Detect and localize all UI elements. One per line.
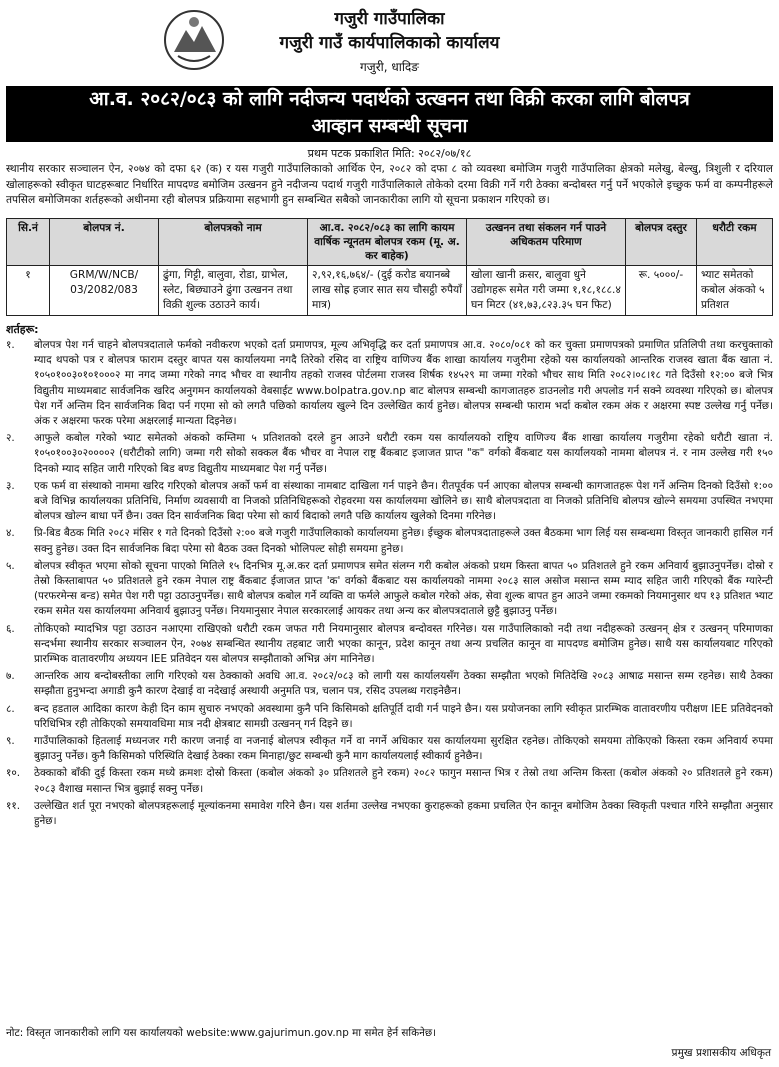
table-cell: भ्याट समेतको कबोल अंकको ५ प्रतिशत xyxy=(697,266,773,316)
table-header: सि.नं xyxy=(7,219,50,266)
condition-number: १०. xyxy=(6,767,21,780)
table-row xyxy=(7,266,773,316)
list-item xyxy=(6,702,773,732)
table-header: बोलपत्र नं. xyxy=(50,219,159,266)
condition-number: ३. xyxy=(6,479,15,492)
condition-number: ७. xyxy=(6,670,15,683)
condition-text: गाउँपालिकाको हितलाई मध्यनजर गरी कारण जनाई वा नजनाई बोलपत्र स्वीकृत गर्ने वा नगर्ने अधिकार यस कार्यालयमा सुरक्षित रहनेछ। तोकिएको समयमा तोकिएको किस्ता रकम अनिवार्य रुपमा बुझाउनु पर्नेछ। कुनै किसिमको परिस्थिति देखाई ठेक्का रकम मिनाहा/छुट सम्बन्धी कुनै माग कार्यालयलाई स्वीकार्य हुनेछैन। xyxy=(34,735,773,763)
table-header: बोलपत्र दस्तुर xyxy=(626,219,697,266)
first-published-date: प्रथम पटक प्रकाशित मिति: २०८२/०७/१८ xyxy=(307,147,472,160)
office-subtitle: गजुरी गाउँ कार्यपालिकाको कार्यालय xyxy=(279,33,500,53)
condition-text: बन्द हडताल आदिका कारण केही दिन काम सुचारु नभएको अवस्थामा कुनै पनि किसिमको क्षतिपूर्ति दावी गर्न पाइने छैन। यस प्रयोजनका लागि स्वीकृत प्रारम्भिक वातावरणीय परीक्षण IEE प्रतिवेदनको परिधिभित्र रही तोकिएको समयावधिमा मात्र नदी क्षेत्रबाट सामग्री उत्खनन् गर्न दिइने छ। xyxy=(34,702,773,730)
signature-title: प्रमुख प्रशासकीय अधिकृत xyxy=(671,1047,771,1059)
condition-number: ८. xyxy=(6,702,15,715)
table-header: उत्खनन तथा संकलन गर्न पाउने अधिकतम परिमाण xyxy=(467,219,626,266)
intro-paragraph: स्थानीय सरकार सञ्चालन ऐन, २०७४ को दफा ६२ (क) र यस गजुरी गाउँपालिकाको आर्थिक ऐन, २०८२ को दफा ८ को व्यवस्था बमोजिम गजुरी गाउँपालिका क्षेत्रको मलेखु, बेल्खु, त्रिशुली र दरियाल खोलाहरूको स्वीकृत घाटहरूबाट निर्धारित मापदण्ड बमोजिम उत्खनन हुने नदीजन्य पदार्थ गजुरी गाउँपालिकाले तोकेको दरमा विक्री गर्ने गरी ठेक्का बन्दोबस्त गर्नु पर्ने भएकोले इच्छुक फर्म वा कम्पनीहरूले तपसिल बमोजिमका शर्तहरूको अधीनमा रही बोलपत्र प्रक्रियामा सहभागी हुन सम्बन्धित सबैको जानकारीका लागि यो सूचना प्रकाशन गरिएको छ। xyxy=(6,163,773,206)
condition-text: बोलपत्र स्वीकृत भएमा सोको सूचना पाएको मितिले १५ दिनभित्र मू.अ.कर दर्ता प्रमाणपत्र समेत संलग्न गरी कबोल अंकको प्रथम किस्ता बापत ५० प्रतिशतले हुने रकम अनिवार्य बुझाउनुपर्नेछ। दोस्रो र तेस्रो किस्ताबापत ५० प्रतिशतले हुने रकम नेपाल राष्ट्र बैंकबाट ईजाजत प्राप्त 'क' वर्गको बैंकबाट यस कार्यालयको नाममा २०८३ साल असोज मसान्त सम्म म्याद सहित जारी गरिएको बैंक ग्यारेन्टी (परफरमेन्स बन्ड) समेत पेश गरी पट्टा उठाउनुपर्नेछ। साथै बोलपत्र कबोल गर्ने व्यक्ति वा फर्मले आफुले कबोल गरेको अंक, सेवा शुल्क बापत हुन आउने जम्मा रकमको नियमानुसार थप १३ प्रतिशत भ्याट रकम समेत यस कार्यालयमा अनिवार्य बुझाउनु पर्नेछ। नियमानुसार नेपाल सरकारलाई आयकर तथा अन्य कर बोलपत्रदाताले छुट्टै बुझाउनु पर्नेछ। xyxy=(34,559,773,618)
condition-text: तोकिएको म्यादभित्र पट्टा उठाउन नआएमा राखिएको धरौटी रकम जफत गरी नियमानुसार बोलपत्र बन्दोवस्त गरिनेछ। यस गाउँपालिकाको नदी तथा नदीहरूको उत्खनन् क्षेत्र र उत्खनन् परिमाणका सन्दर्भमा स्थानीय सरकार सञ्चालन ऐन, २०७४ सम्बन्धित स्थानीय तहबाट जारी भएका कानून, प्रदेश कानून तथा अन्य प्रचलित कानून वा मापदण्ड बमोजिम हुनेछ। साथै यस कार्यालयबाट गरिएको प्रारम्भिक वातावरणीय अध्ययन IEE प्रतिवेदन यस बोलपत्र सम्झौताको अभिन्न अंग मानिनेछ। xyxy=(34,622,773,666)
condition-number: १. xyxy=(6,339,15,351)
list-item xyxy=(6,622,773,668)
notice-title-line2: आव्हान सम्बन्धी सूचना xyxy=(311,115,468,137)
notice-title-line1: आ.व. २०८२/०८३ को लागि नदीजन्य पदार्थको उत्खनन तथा विक्री करका लागि बोलपत्र xyxy=(89,88,690,110)
table-header: बोलपत्रको नाम xyxy=(159,219,308,266)
table-header-row xyxy=(7,219,773,266)
condition-text: आफुले कबोल गरेको भ्याट समेतको अंकको कम्तिमा ५ प्रतिशतको दरले हुन आउने धरौटी रकम यस कार्यालयको राष्ट्रिय वाणिज्य बैंक शाखा कार्यालय गजुरीमा रहेको धरौटी खाता नं. १०५०१००३०२००००२ (धरौटीको लागि) जम्मा गरी सोको सक्कल बैंक भौचर वा नेपाल राष्ट्र बैंकबाट इजाजत प्राप्त "क" वर्गको बैंकबाट यस कार्यालयको नाममा बोलपत्र नं. र नाम उल्लेख गरी १५० दिनको म्याद सहित जारी गरिएको बिड बण्ड विद्युतीय माध्यमबाट पेश गर्नु पर्नेछ। xyxy=(34,432,773,475)
table-header: आ.व. २०८२/०८३ का लागि कायम वार्षिक न्यूनतम बोलपत्र रकम (मू. अ. कर बाहेक) xyxy=(308,219,467,266)
condition-number: ६. xyxy=(6,622,15,635)
bid-table xyxy=(6,218,773,316)
condition-number: ११. xyxy=(6,799,21,812)
conditions-list xyxy=(6,338,773,831)
table-cell: ढुंगा, गिट्टी, बालुवा, रोडा, ग्राभेल, स्लेट, बिछ्याउने ढुंगा उत्खनन तथा विक्री शुल्क उठाउने कार्य। xyxy=(159,266,308,316)
notice-title-banner xyxy=(6,86,773,142)
condition-number: ५. xyxy=(6,559,15,572)
list-item xyxy=(6,479,773,525)
condition-text: प्रि-बिड बैठक मिति २०८२ मंसिर १ गते दिनको दिउँसो २:०० बजे गजुरी गाउँपालिकाको कार्यालयमा हुनेछ। ईच्छुक बोलपत्रदाताहरूले उक्त बैठकमा भाग लिई यस सम्बन्धमा विस्तृत जानकारी हासिल गर्न सक्नु हुनेछ। उक्त दिन सार्वजनिक बिदा परेमा सो बैठक उक्त दिनको भोलिपल्ट सोही समयमा हुनेछ। xyxy=(34,527,773,555)
list-item xyxy=(6,799,773,829)
list-item xyxy=(6,669,773,699)
table-cell: १ xyxy=(7,266,50,316)
list-item xyxy=(6,338,773,429)
condition-text: आन्तरिक आय बन्दोबस्तीका लागि गरिएको यस ठेक्काको अवधि आ.व. २०८२/०८३ को लागी यस कार्यालयसँग ठेक्का सम्झौता भएको मितिदेखि २०८३ आषाढ मसान्त सम्म रहनेछ। साथै ठेक्का सम्झौता हुनुभन्दा अगाडी कुनै कारण देखाई वा नदेखाई अस्थायी अनुमति पत्र, चलान पत्र, रसिद उपलब्ध गराइनेछैन। xyxy=(34,670,773,698)
website-note: नोट: विस्तृत जानकारीको लागि यस कार्यालयको website:www.gajurimun.gov.np मा समेत हेर्न सकिनेछ। xyxy=(6,1027,437,1039)
list-item xyxy=(6,526,773,556)
list-item xyxy=(6,766,773,796)
table-cell: २,९२,१६,७६४/- (दुई करोड बयानब्बे लाख सोह्र हजार सात सय चौसट्ठी रुपैयाँ मात्र) xyxy=(308,266,467,316)
list-item xyxy=(6,734,773,764)
condition-text: ठेक्काको बाँकी दुई किस्ता रकम मध्ये क्रमशः दोस्रो किस्ता (कबोल अंकको ३० प्रतिशतले हुने रकम) २०८२ फागुन मसान्त भित्र र तेस्रो तथा अन्तिम किस्ता (कबोल अंकको २० प्रतिशतले हुने रकम) २०८३ वैशाख मसान्त भित्र बुझाई सक्नु पर्नेछ। xyxy=(34,767,773,795)
condition-number: ४. xyxy=(6,527,15,540)
table-cell: रू. ५०००/- xyxy=(626,266,697,316)
list-item xyxy=(6,559,773,620)
list-item xyxy=(6,431,773,477)
condition-text: एक फर्म वा संस्थाको नाममा खरिद गरिएको बोलपत्र अर्को फर्म वा संस्थाका नामबाट दाखिला गर्न पाइने छैन। रीतपूर्वक पर्न आएका बोलपत्र सम्बन्धी कागजातहरू पेश गर्ने अन्तिम दिनको दिउँसो १:०० बजे विभिन्न कार्यालयका प्रतिनिधि, निर्माण व्यवसायी वा निजको प्रतिनिधिहरूको रोहवरमा यस कार्यालयमा खोलिने छ। साथै बोलपत्रदाता वा निजको प्रतिनिधि बोलपत्र खोल्ने समयमा उपस्थित नभएमा बोलपत्र खोल्न बाधा पर्ने छैन। उक्त दिन सार्वजनिक बिदा परेमा सो कार्य बिदाको लगतै पछि कार्यालय खुलेको दिनमा गरिनेछ। xyxy=(34,479,773,523)
office-address: गजुरी, धादिङ xyxy=(360,60,419,74)
condition-number: २. xyxy=(6,432,15,445)
table-cell: खोला खानी क्रसर, बालुवा धुने उद्योगहरू समेत गरी जम्मा १,१८,१८८.४ घन मिटर (४१,७३,८२३.३५ घन फिट) xyxy=(467,266,626,316)
table-header: धरौटी रकम xyxy=(697,219,773,266)
office-name: गजुरी गाउँपालिका xyxy=(334,9,445,29)
conditions-heading: शर्तहरू: xyxy=(6,323,39,336)
letterhead xyxy=(0,0,779,86)
condition-number: ९. xyxy=(6,735,15,748)
condition-text: बोलपत्र पेश गर्न चाहने बोलपत्रदाताले फर्मको नवीकरण भएको दर्ता प्रमाणपत्र, मूल्य अभिवृद्धि कर दर्ता प्रमाणपत्र आ.व. २०८०/०८१ को कर चुक्ता प्रमाणपत्रको प्रमाणित प्रतिलिपी तथा करचुक्ताको म्याद थपको पत्र र बोलपत्र फाराम दस्तुर बापत यस कार्यालयमा नगदै तिरेको रसिद वा राष्ट्रिय वाणिज्य बैंक शाखा कार्यालय गजुरीमा रहेको यस कार्यालयको आन्तरिक राजस्व खाता बैंक खाता नं. १०५०१००३०१०१०००२ मा नगद जम्मा गरेको नगद भौचर वा स्थानीय तहको राजस्व पोर्टलमा राजस्व शिर्षक १४५२९ मा जम्मा गरेको भौचर साथ मिति २०८२।०८।१८ गते दिउँसो १२:०० बजे भित्र विद्युतीय माध्यमबाट सार्वजनिक खरिद अनुगमन कार्यालयको वेबसाईट www.bolpatra.gov.np बाट बोलपत्र सम्बन्धी कागजातहरु डाउनलोड गरी अपलोड गर्न सक्ने व्यवस्था गरिएको छ। बोलपत्र पेश गर्ने अन्तिम दिन सार्वजनिक बिदा पर्न गएमा सो को लगतै पछिको कार्यालय खुल्ने दिन उल्लेखित कार्य हुनेछ। बोलपत्र सम्बन्धी फाराम भर्दा कबोल रकम अंक र अक्षरमा स्पष्ट उल्लेख गर्नु पर्नेछ। अंक र अक्षरमा फरक परेमा अक्षरलाई मान्यता दिइनेछ। xyxy=(34,339,773,428)
condition-text: उल्लेखित शर्त पूरा नभएको बोलपत्रहरूलाई मूल्यांकनमा समावेश गरिने छैन। यस शर्तमा उल्लेख नभएका कुराहरूको हकमा प्रचलित ऐन कानून बमोजिम ठेक्का स्विकृती पश्चात गरिने सम्झौता अनुसार हुनेछ। xyxy=(34,799,773,828)
table-cell: GRM/W/NCB/ 03/2082/083 xyxy=(50,266,159,316)
